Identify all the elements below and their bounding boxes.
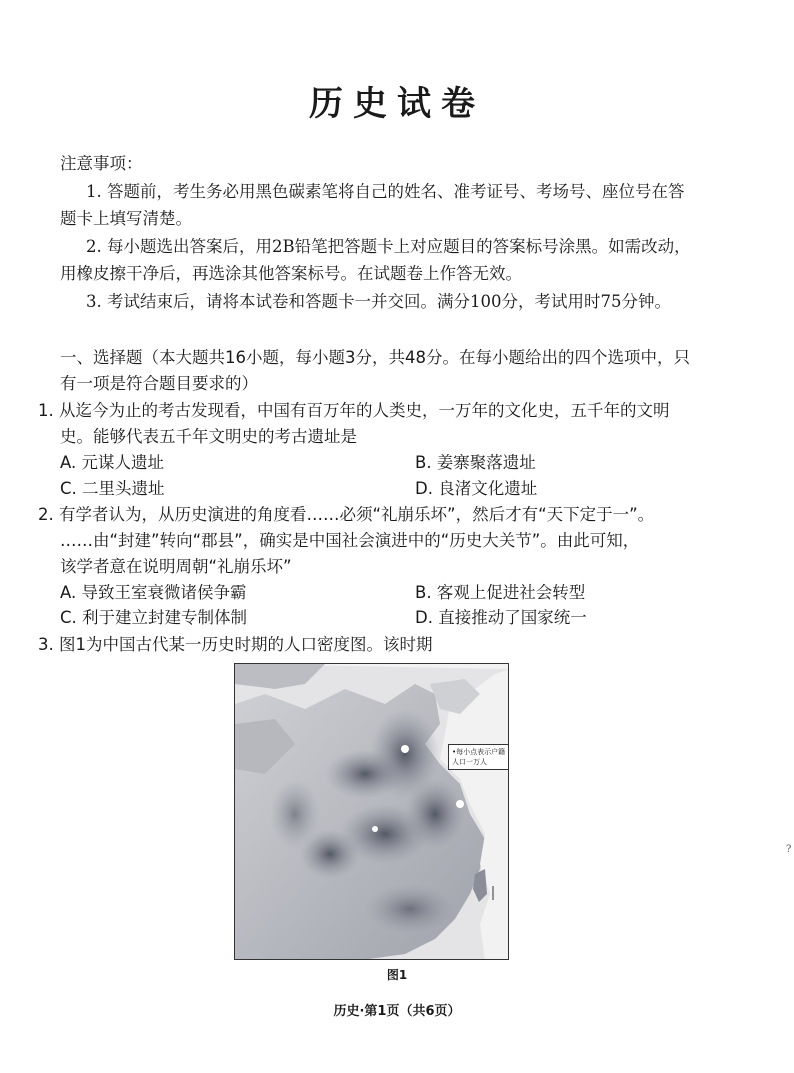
notice-item-1-line-1: 1. 答题前，考生务必用黑色碳素笔将自己的姓名、准考证号、考场号、座位号在答 [86,182,685,201]
q3-stem: 3. 图1为中国古代某一历史时期的人口密度图。该时期 [38,635,433,654]
q1-option-b: B. 姜寨聚落遗址 [415,453,536,472]
notice-item-2-line-2: 用橡皮擦干净后，再选涂其他答案标号。在试题卷上作答无效。 [60,264,522,283]
edge-mark: ? [786,844,792,855]
q2-stem-line-1: 2. 有学者认为，从历史演进的角度看……必须“礼崩乐坏”，然后才有“天下定于一”。 [38,505,655,524]
section-1-header-line-2: 有一项是符合题目要求的） [60,374,258,393]
page-footer: 历史·第1页（共6页） [333,1004,461,1019]
q1-stem-line-1: 1. 从迄今为止的考古发现看，中国有百万年的人类史，一万年的文化史，五千年的文明 [38,401,670,420]
population-density-map [234,663,509,960]
q2-option-a: A. 导致王室衰微诸侯争霸 [60,583,247,602]
notice-heading: 注意事项： [60,154,143,173]
figure-caption: 图1 [386,968,408,982]
q2-option-d: D. 直接推动了国家统一 [415,608,587,627]
map-legend: •每小点表示户籍人口一万人 [448,744,509,770]
q2-stem-line-2: ……由“封建”转向“郡县”，确实是中国社会演进中的“历史大关节”。由此可知， [60,531,640,550]
q2-option-c: C. 利于建立封建专制体制 [60,608,248,627]
section-1-header-line-1: 一、选择题（本大题共16小题，每小题3分，共48分。在每小题给出的四个选项中，只 [60,348,690,367]
q1-option-a: A. 元谋人遗址 [60,453,164,472]
notice-item-2-line-1: 2. 每小题选出答案后，用2B铅笔把答题卡上对应题目的答案标号涂黑。如需改动， [86,237,691,256]
q2-stem-line-3: 该学者意在说明周朝“礼崩乐坏” [60,557,292,576]
q1-option-d: D. 良渚文化遗址 [415,479,538,498]
page-title: 历史试卷 [309,84,485,124]
notice-item-1-line-2: 题卡上填写清楚。 [60,209,192,228]
population-density-map-drawing [235,664,509,960]
notice-item-3: 3. 考试结束后，请将本试卷和答题卡一并交回。满分100分，考试用时75分钟。 [86,292,671,311]
q1-stem-line-2: 史。能够代表五千年文明史的考古遗址是 [60,427,357,446]
q1-option-c: C. 二里头遗址 [60,479,165,498]
q2-option-b: B. 客观上促进社会转型 [415,583,586,602]
